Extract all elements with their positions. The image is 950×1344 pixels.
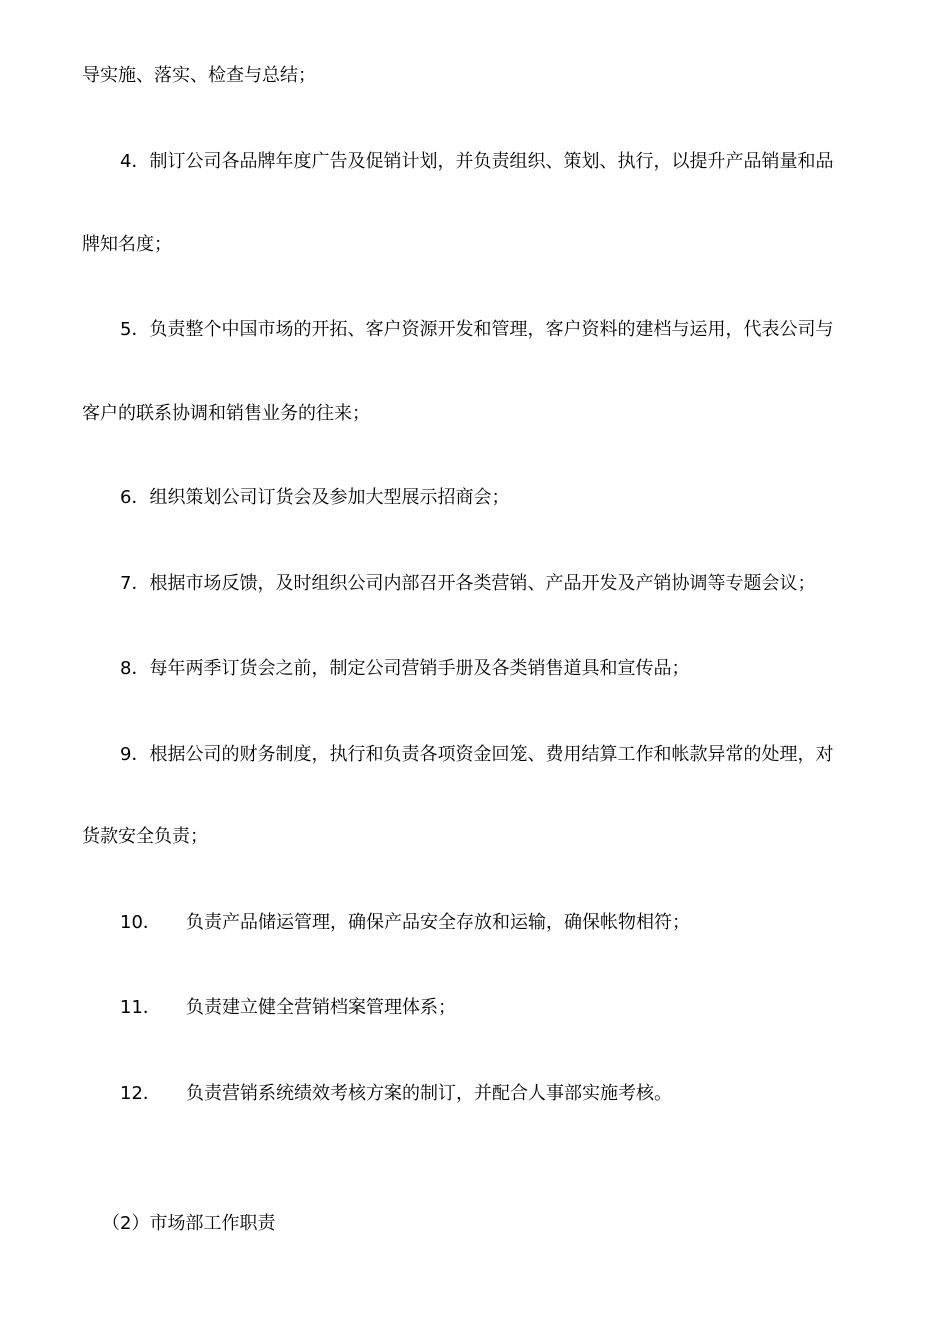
paragraph-line — [82, 402, 370, 426]
item-text: 负责整个中国市场的开拓、客户资源开发和管理，客户资料的建档与运用，代表公司与 — [149, 319, 834, 340]
line-text: 牌知名度； — [82, 234, 172, 255]
list-item-11 — [120, 996, 456, 1020]
item-number: 8． — [120, 658, 150, 679]
item-number: 10． — [120, 912, 161, 933]
section-heading — [102, 1212, 275, 1236]
paragraph-line — [82, 64, 316, 88]
line-text: 客户的联系协调和销售业务的往来； — [82, 403, 370, 424]
list-item-5 — [120, 318, 833, 342]
line-text: 货款安全负责； — [82, 826, 208, 847]
list-item-10 — [120, 911, 690, 935]
list-item-12 — [120, 1082, 672, 1106]
item-number: 6． — [120, 487, 150, 508]
paragraph-line — [82, 825, 208, 849]
item-text: 根据市场反馈，及时组织公司内部召开各类营销、产品开发及产销协调等专题会议； — [149, 573, 816, 594]
paragraph-line — [82, 233, 172, 257]
item-text: 根据公司的财务制度，执行和负责各项资金回笼、费用结算工作和帐款异常的处理，对 — [149, 744, 834, 765]
list-item-7 — [120, 572, 815, 596]
item-number: 11． — [120, 997, 161, 1018]
list-item-6 — [120, 486, 509, 510]
item-number: 9． — [120, 744, 150, 765]
item-text: 制订公司各品牌年度广告及促销计划，并负责组织、策划、执行，以提升产品销量和品 — [149, 151, 834, 172]
item-text: 负责营销系统绩效考核方案的制订，并配合人事部实施考核。 — [186, 1083, 672, 1104]
line-text: 导实施、落实、检查与总结； — [82, 65, 316, 86]
item-text: 组织策划公司订货会及参加大型展示招商会； — [149, 487, 510, 508]
item-text: 负责建立健全营销档案管理体系； — [186, 997, 456, 1018]
item-text: 负责产品储运管理，确保产品安全存放和运输，确保帐物相符； — [186, 912, 690, 933]
section-heading-text: （2）市场部工作职责 — [102, 1213, 276, 1234]
list-item-4 — [120, 150, 833, 174]
item-text: 每年两季订货会之前，制定公司营销手册及各类销售道具和宣传品； — [149, 658, 690, 679]
list-item-9 — [120, 743, 833, 767]
item-number: 7． — [120, 573, 150, 594]
list-item-8 — [120, 657, 689, 681]
item-number: 4． — [120, 151, 150, 172]
item-number: 5． — [120, 319, 150, 340]
item-number: 12． — [120, 1083, 161, 1104]
